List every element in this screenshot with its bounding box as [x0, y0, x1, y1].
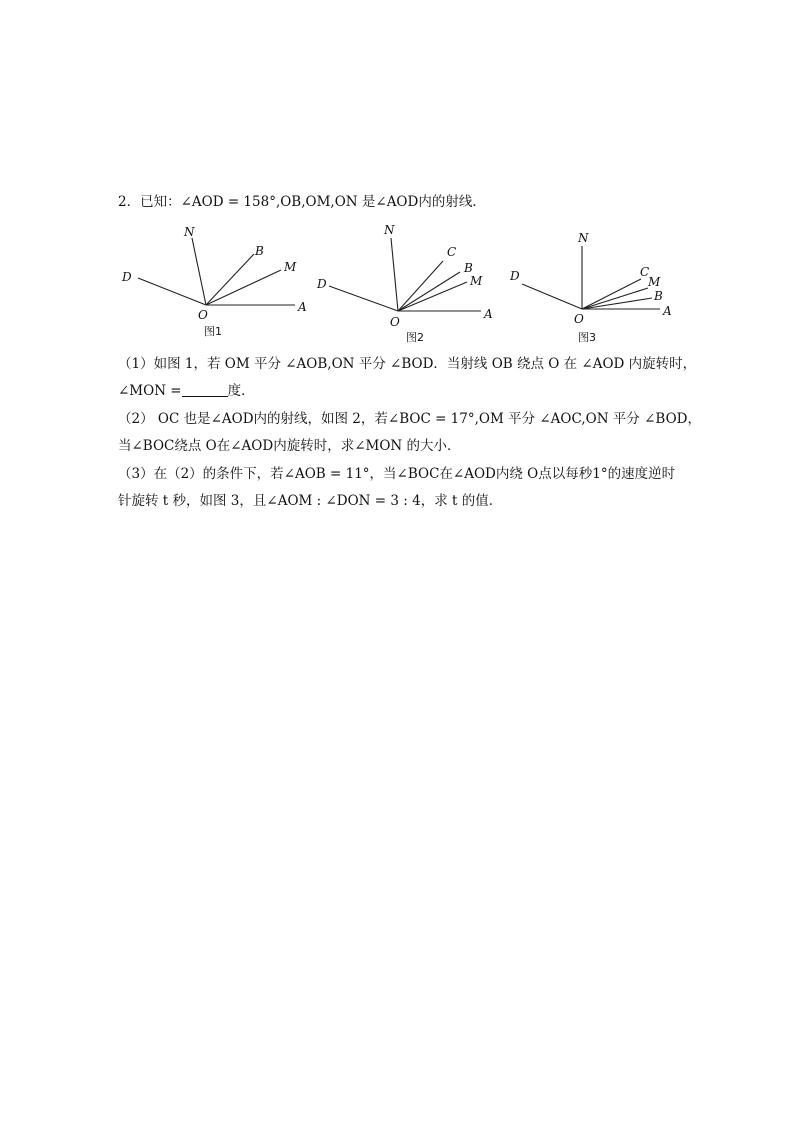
ray-om: [582, 288, 648, 309]
figure-1: [118, 218, 318, 343]
label-b: B: [255, 244, 264, 258]
label-d: D: [510, 269, 520, 283]
label-a: A: [298, 300, 307, 314]
ray-oc: [398, 261, 443, 311]
label-m: M: [284, 260, 297, 274]
ray-on: [391, 238, 398, 311]
figure-3-diagram: [508, 218, 688, 343]
label-a: A: [484, 307, 493, 321]
label-b: B: [464, 261, 473, 275]
figure-3: [508, 218, 688, 343]
figure-1-caption: 图1: [204, 325, 222, 338]
label-o: O: [574, 312, 584, 326]
part1-answer-prefix: ∠MON =: [118, 383, 182, 399]
label-c: C: [640, 265, 650, 279]
label-a: A: [663, 304, 672, 318]
ray-od: [138, 278, 206, 305]
label-d: D: [122, 270, 132, 284]
figure-2-caption: 图2: [406, 331, 424, 344]
figure-1-diagram: [118, 218, 318, 343]
label-n: N: [578, 231, 589, 245]
ray-om: [398, 282, 467, 311]
label-m: M: [470, 274, 483, 288]
figure-2-diagram: [314, 218, 514, 343]
label-c: C: [447, 245, 457, 259]
part1-line1: （1）如图 1，若 OM 平分 ∠AOB,ON 平分 ∠BOD．当射线 OB 绕点 O 在 ∠AOD 内旋转时，: [118, 356, 697, 372]
label-o: O: [198, 308, 208, 322]
ray-om: [206, 270, 281, 305]
figure-3-caption: 图3: [578, 331, 596, 344]
label-d: D: [317, 277, 327, 291]
question-title: 2．已知：∠AOD = 158°,OB,OM,ON 是∠AOD内的射线．: [118, 194, 486, 210]
answer-blank[interactable]: [182, 382, 228, 397]
ray-ob: [398, 272, 460, 311]
ray-ob: [206, 254, 254, 305]
part1-answer-suffix: 度．: [227, 383, 255, 399]
part1-line2: [118, 381, 255, 401]
label-o: O: [390, 315, 400, 329]
part2-line1: （2） OC 也是∠AOD内的射线，如图 2，若∠BOC = 17°,OM 平分 ∠AOC,ON 平分 ∠BOD，: [118, 411, 701, 427]
label-n: N: [184, 225, 195, 239]
part3-line2: 针旋转 t 秒，如图 3，且∠AOM : ∠DON = 3 : 4，求 t 的值．: [118, 493, 503, 509]
label-m: M: [648, 275, 661, 289]
figure-2: [314, 218, 514, 343]
part2-line2: 当∠BOC绕点 O在∠AOD内旋转时，求∠MON 的大小．: [118, 438, 461, 454]
part3-line1: （3）在（2）的条件下，若∠AOB = 11°，当∠BOC在∠AOD内绕 O点以每秒1°的速度逆时: [118, 466, 676, 482]
ray-od: [522, 284, 582, 309]
label-b: B: [654, 289, 663, 303]
label-n: N: [384, 223, 395, 237]
ray-on: [192, 238, 206, 305]
ray-od: [329, 286, 398, 311]
